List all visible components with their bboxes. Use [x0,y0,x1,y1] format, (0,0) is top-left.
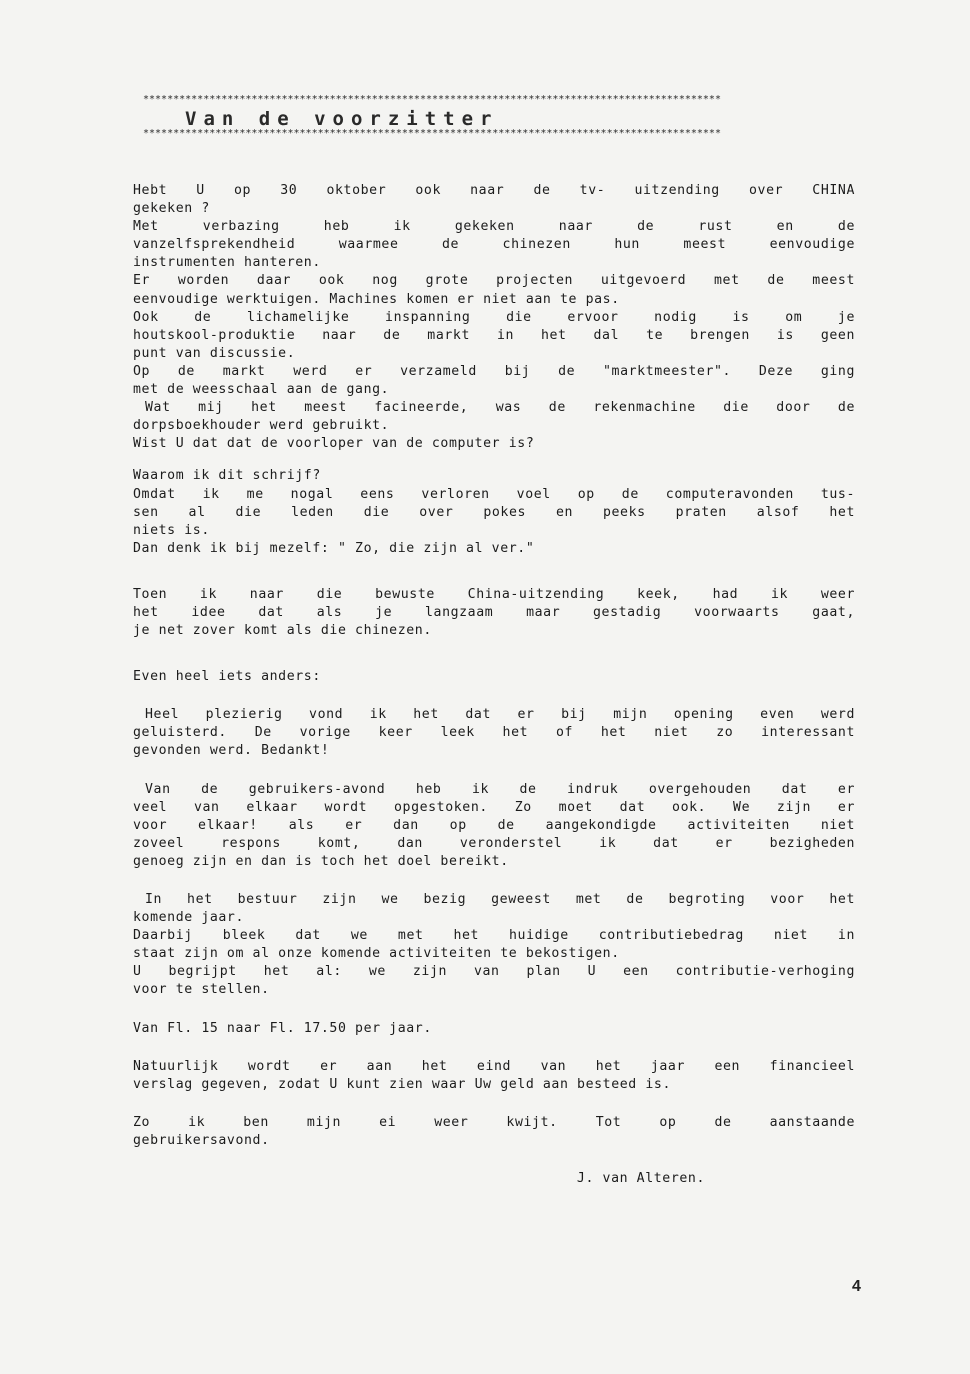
page-title: Van de voorzitter [185,108,499,130]
text-line: instrumenten hanteren. [133,255,321,271]
text-line: Wist U dat dat de voorloper van de computer is? [133,436,535,452]
text-line: Zo ik ben mijn ei weer kwijt. Tot op de aanstaande [133,1114,855,1130]
page-number: 4 [852,1278,861,1295]
text-line: Natuurlijk wordt er aan het eind van het jaar een financieel [133,1058,855,1074]
text-line: komende jaar. [133,910,245,926]
text-line: genoeg zijn en dan is toch het doel bereikt. [133,853,509,869]
text-line: voor te stellen. [133,982,270,998]
text-line: punt van discussie. [133,345,296,361]
text-line: Van Fl. 15 naar Fl. 17.50 per jaar. [133,1020,432,1036]
text-line: het idee dat als je langzaam maar gestadig voorwaarts gaat, [133,604,855,620]
text-line: Wat mij het meest facineerde, was de rekenmachine die door de [145,400,855,416]
text-line: Er worden daar ook nog grote projecten uitgevoerd met de meest [133,273,855,289]
text-line: houtskool-produktie naar de markt in het dal te brengen is geen [133,327,855,343]
paragraph-users-evening [133,781,855,871]
text-line: gebruikersavond. [133,1132,270,1148]
text-line: dorpsboekhouder werd gebruikt. [133,418,390,434]
signature: J. van Alteren. [576,1171,705,1187]
paragraph-china-reflection [133,586,855,640]
header-star-border-bottom: ************************************************************************************************ [143,128,721,139]
paragraph-china-broadcast [133,182,855,453]
text-line: Van de gebruikers-avond heb ik de indruk overgehouden dat er [145,781,855,797]
text-line: zoveel respons komt, dan veronderstel ik dat er bezigheden [133,835,855,851]
text-line: met de weesschaal aan de gang. [133,382,390,398]
text-line: staat zijn om al onze komende activiteiten te bekostigen. [133,946,620,962]
text-line: Toen ik naar die bewuste China-uitzending keek, had ik weer [133,586,855,602]
paragraph-budget [133,891,855,1000]
text-line: Dan denk ik bij mezelf: " Zo, die zijn al ver." [133,540,535,556]
text-line: In het bestuur zijn we bezig geweest met de begroting voor het [145,892,855,907]
header-star-border-top: ************************************************************************************************ [143,94,721,105]
text-line: voor elkaar! als er dan op de aangekondigde activiteiten niet [133,817,855,833]
text-line: niets is. [133,522,210,538]
text-line: gekeken ? [133,201,210,217]
text-line: eenvoudige werktuigen. Machines komen er niet aan te pas. [133,291,620,307]
text-line: sen al die leden die over pokes en peeks praten alsof het [133,504,855,520]
article-body [133,182,855,1188]
text-line: Waarom ik dit schrijf? [133,468,321,484]
text-line: geluisterd. De vorige keer leek het of het niet zo interessant [133,725,855,741]
paragraph-why-write [133,467,855,557]
text-line: Heel plezierig vond ik het dat er bij mijn opening even werd [145,707,855,723]
text-line: gevonden werd. Bedankt! [133,743,330,759]
text-line: Omdat ik me nogal eens verloren voel op de computeravonden tus- [133,486,855,502]
paragraph-opening [133,706,855,760]
text-line: je net zover komt als die chinezen. [133,623,432,639]
text-line: Met verbazing heb ik gekeken naar de rust en de [133,219,855,235]
text-line: Even heel iets anders: [133,669,321,685]
paragraph-financial-report [133,1058,855,1094]
text-line: verslag gegeven, zodat U kunt zien waar Uw geld aan besteed is. [133,1076,671,1092]
text-line: Hebt U op 30 oktober ook naar de tv- uitzending over CHINA [133,183,855,198]
text-line: veel van elkaar wordt opgestoken. Zo moet dat ook. We zijn er [133,799,855,815]
paragraph-something-else [133,668,855,686]
paragraph-fee-change [133,1020,855,1038]
text-line: U begrijpt het al: we zijn van plan U een contributie-verhoging [133,964,855,980]
paragraph-closing [133,1114,855,1150]
text-line: Op de markt werd er verzameld bij de "marktmeester". Deze ging [133,363,855,379]
text-line: Ook de lichamelijke inspanning die ervoor nodig is om je [133,309,855,325]
text-line: Daarbij bleek dat we met het huidige contributiebedrag niet in [133,928,855,944]
text-line: vanzelfsprekendheid waarmee de chinezen hun meest eenvoudige [133,237,855,253]
